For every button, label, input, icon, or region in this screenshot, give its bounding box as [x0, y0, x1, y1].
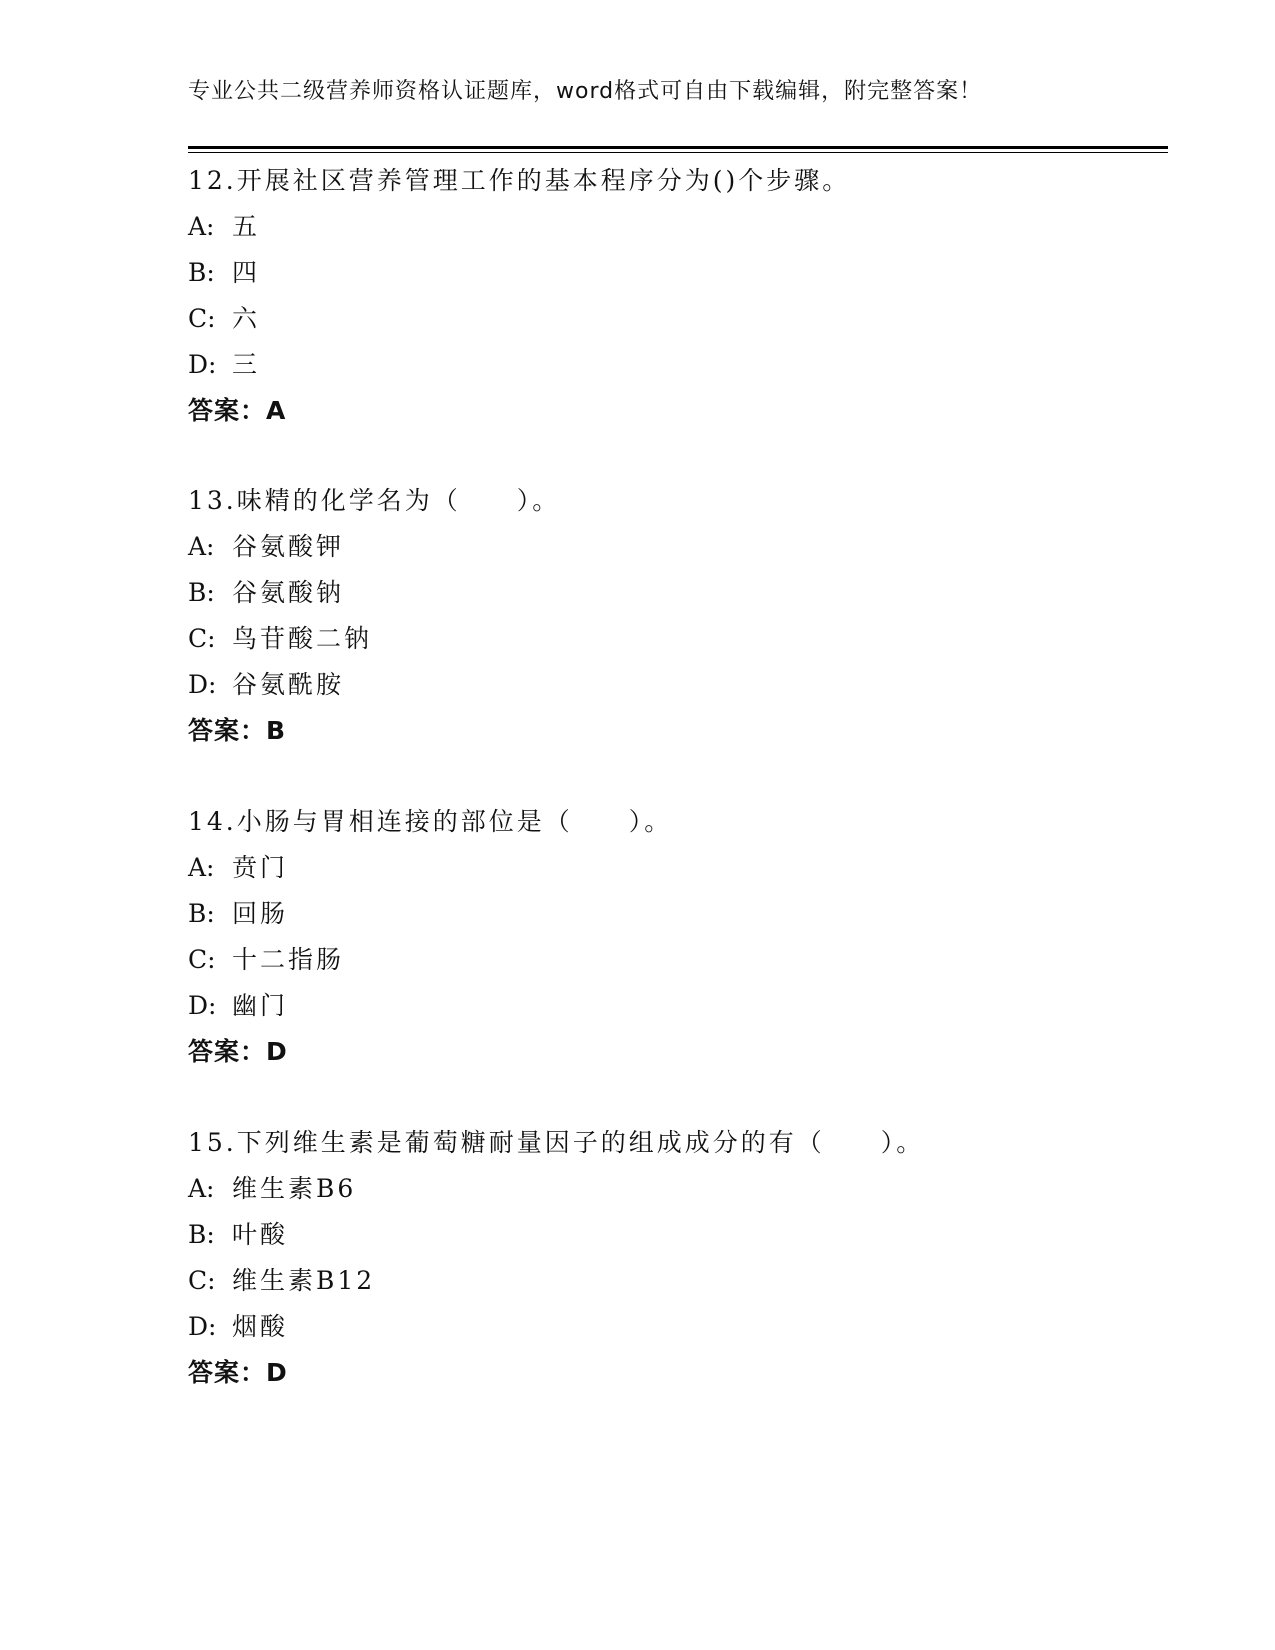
answer: 答案：B [188, 716, 287, 745]
option-c [188, 296, 1168, 342]
question-14 [188, 799, 1168, 1075]
option-a [188, 845, 1168, 891]
question-text: 12.开展社区营养管理工作的基本程序分为()个步骤。 [188, 166, 851, 195]
option-b [188, 891, 1168, 937]
option-text: 六 [232, 304, 261, 333]
option-letter: D: [188, 991, 217, 1020]
option-letter: B: [188, 1220, 215, 1249]
option-a [188, 204, 1168, 250]
question-text: 14.小肠与胃相连接的部位是（ ）。 [188, 807, 673, 836]
option-a [188, 1166, 1168, 1212]
option-text: 四 [232, 258, 261, 287]
option-text: 五 [232, 212, 261, 241]
question-15 [188, 1120, 1168, 1396]
question-text: 13.味精的化学名为（ ）。 [188, 486, 561, 515]
option-text: 谷氨酰胺 [232, 670, 345, 699]
option-letter: B: [188, 578, 215, 607]
question-12 [188, 158, 1168, 434]
option-text: 幽门 [232, 991, 289, 1020]
option-c [188, 1258, 1168, 1304]
option-text: 烟酸 [232, 1312, 289, 1341]
option-letter: C: [188, 304, 216, 333]
option-letter: C: [188, 624, 216, 653]
option-d [188, 342, 1168, 388]
header-divider-thick [188, 146, 1168, 149]
option-letter: A: [188, 853, 215, 882]
option-letter: D: [188, 350, 217, 379]
option-b [188, 570, 1168, 616]
option-c [188, 937, 1168, 983]
option-letter: D: [188, 1312, 217, 1341]
option-text: 维生素B6 [232, 1174, 357, 1203]
option-text: 谷氨酸钠 [232, 578, 345, 607]
option-text: 鸟苷酸二钠 [232, 624, 373, 653]
option-text: 十二指肠 [232, 945, 345, 974]
option-letter: A: [188, 212, 215, 241]
option-a [188, 524, 1168, 570]
option-d [188, 1304, 1168, 1350]
option-letter: B: [188, 899, 215, 928]
question-text: 15.下列维生素是葡萄糖耐量因子的组成成分的有（ ）。 [188, 1128, 925, 1157]
option-text: 回肠 [232, 899, 289, 928]
option-b [188, 1212, 1168, 1258]
option-d [188, 983, 1168, 1029]
header-divider-thin [188, 152, 1168, 153]
option-text: 叶酸 [232, 1220, 289, 1249]
option-b [188, 250, 1168, 296]
option-text: 谷氨酸钾 [232, 532, 345, 561]
option-letter: D: [188, 670, 217, 699]
answer: 答案：D [188, 1037, 288, 1066]
answer: 答案：A [188, 396, 287, 425]
option-text: 维生素B12 [232, 1266, 376, 1295]
option-c [188, 616, 1168, 662]
option-letter: A: [188, 532, 215, 561]
option-letter: C: [188, 1266, 216, 1295]
option-text: 三 [232, 350, 261, 379]
question-13 [188, 478, 1168, 754]
option-letter: B: [188, 258, 215, 287]
option-text: 贲门 [232, 853, 289, 882]
option-letter: A: [188, 1174, 215, 1203]
page-header: 专业公共二级营养师资格认证题库，word格式可自由下载编辑，附完整答案！ [188, 79, 983, 104]
option-letter: C: [188, 945, 216, 974]
option-d [188, 662, 1168, 708]
answer: 答案：D [188, 1358, 288, 1387]
